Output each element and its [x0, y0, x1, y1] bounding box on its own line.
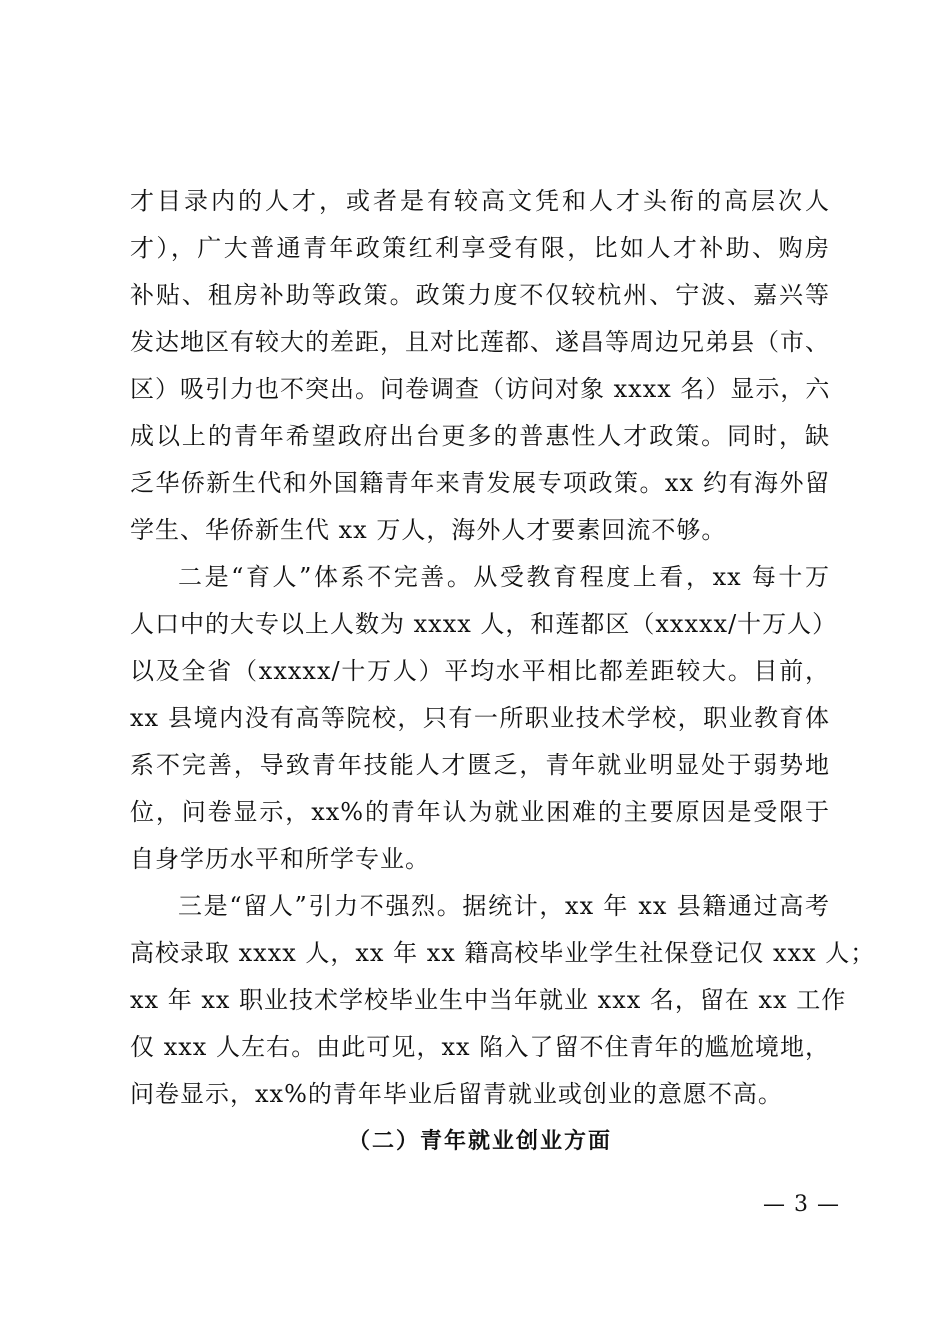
- text-line: xx 年 xx 职业技术学校毕业生中当年就业 xxx 名，留在 xx 工作: [130, 986, 847, 1014]
- text-line: 自身学历水平和所学专业。: [130, 845, 430, 873]
- page-number: — 3 —: [763, 1192, 840, 1217]
- text-line: 高校录取 xxxx 人，xx 年 xx 籍高校毕业学生社保登记仅 xxx 人；: [130, 939, 876, 967]
- text-line: 位，问卷显示，xx%的青年认为就业困难的主要原因是受限于: [130, 798, 830, 826]
- text-line: 补贴、租房补助等政策。政策力度不仅较杭州、宁波、嘉兴等: [130, 281, 830, 309]
- text-line: 发达地区有较大的差距，且对比莲都、遂昌等周边兄弟县（市、: [130, 328, 830, 356]
- text-line: 学生、华侨新生代 xx 万人，海外人才要素回流不够。: [130, 516, 727, 544]
- section-heading: （二）青年就业创业方面: [347, 1128, 612, 1154]
- text-line: 系不完善，导致青年技能人才匮乏，青年就业明显处于弱势地: [130, 751, 830, 779]
- document-body: [130, 178, 876, 1165]
- text-line: 乏华侨新生代和外国籍青年来青发展专项政策。xx 约有海外留: [130, 469, 830, 497]
- text-line: 才），广大普通青年政策红利享受有限，比如人才补助、购房: [130, 234, 830, 262]
- text-line: 人口中的大专以上人数为 xxxx 人，和莲都区（xxxxx/十万人）: [130, 610, 838, 638]
- paragraph-start-line: 二是“育人”体系不完善。从受教育程度上看，xx 每十万: [178, 563, 830, 591]
- text-line: xx 县境内没有高等院校，只有一所职业技术学校，职业教育体: [130, 704, 830, 732]
- text-line: 问卷显示，xx%的青年毕业后留青就业或创业的意愿不高。: [130, 1080, 783, 1108]
- text-line: 成以上的青年希望政府出台更多的普惠性人才政策。同时，缺: [130, 422, 830, 450]
- text-line: 才目录内的人才，或者是有较高文凭和人才头衔的高层次人: [130, 187, 830, 215]
- paragraph-start-line: 三是“留人”引力不强烈。据统计，xx 年 xx 县籍通过高考: [178, 892, 830, 920]
- text-line: 仅 xxx 人左右。由此可见，xx 陷入了留不住青年的尴尬境地，: [130, 1033, 830, 1061]
- text-line: 区）吸引力也不突出。问卷调查（访问对象 xxxx 名）显示，六: [130, 375, 831, 403]
- text-line: 以及全省（xxxxx/十万人）平均水平相比都差距较大。目前，: [130, 657, 830, 685]
